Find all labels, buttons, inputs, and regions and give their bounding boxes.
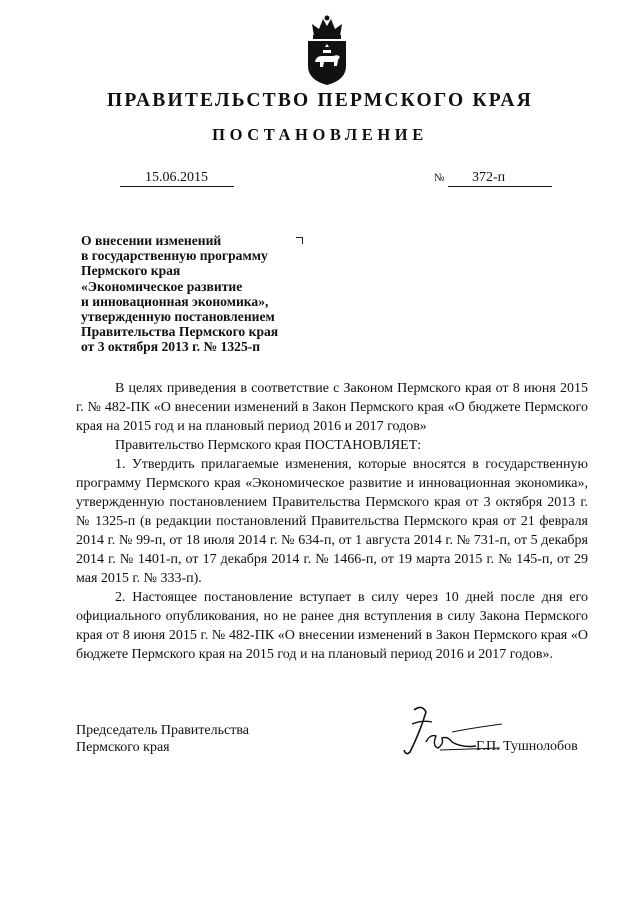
number-sign: № [434, 172, 445, 184]
subject-line: Правительства Пермского края [81, 324, 279, 340]
document-subject [81, 233, 321, 355]
signatory-name: Г.П. Тушнолобов [476, 739, 578, 754]
date-underline [120, 186, 234, 187]
body-paragraph: Правительство Пермского края ПОСТАНОВЛЯЕТ: [115, 438, 422, 453]
coat-of-arms-icon [302, 14, 352, 86]
document-type: ПОСТАНОВЛЕНИЕ [212, 125, 428, 144]
document-date: 15.06.2015 [145, 170, 208, 185]
document-number: 372-п [472, 170, 506, 185]
body-paragraph: В целях приведения в соответствие с Законом Пермского края от 8 июня 2015 г. № 482-ПК «О внесении изменений в Закон Пермского края «О бюджете Пермского края на 2015 год и на плановый период 2016 и 2017 годов» [76, 381, 588, 434]
subject-line: и инновационная экономика», [81, 293, 269, 309]
body-paragraph: 2. Настоящее постановление вступает в силу через 10 дней после дня его официального опубликования, но не ранее дня вступления в силу Закона Пермского края от 8 июня 2015 г. № 482-ПК «О внесении изменений в Закон Пермского края «О бюджете Пермского края на 2015 год и на плановый период 2016 и 2017 годов». [76, 590, 588, 662]
subject-line: «Экономическое развитие [81, 278, 243, 294]
subject-line: в государственную программу [81, 248, 268, 264]
subject-line: от 3 октября 2013 г. № 1325-п [81, 339, 261, 355]
position-line: Председатель Правительства [76, 723, 249, 738]
government-title: ПРАВИТЕЛЬСТВО ПЕРМСКОГО КРАЯ [107, 90, 533, 111]
signatory-position [76, 722, 249, 756]
position-line: Пермского края [76, 740, 170, 755]
body-paragraph: 1. Утвердить прилагаемые изменения, которые вносятся в государственную программу Пермского края «Экономическое развитие и инновационная экономика», утвержденную постановлением Правительства Пермского края от 3 октября 2013 г. № 1325-п (в редакции постановлений Правительства Пермского края от 21 февраля 2014 г. № 99-п, от 18 июля 2014 г. № 634-п, от 1 августа 2014 г. № 731-п, от 5 декабря 2014 г. № 1401-п, от 17 декабря 2014 г. № 1466-п, от 19 марта 2015 г. № 145-п, от 29 мая 2015 г. № 333-п). [76, 457, 588, 586]
number-underline [448, 186, 552, 187]
subject-line: Пермского края [81, 263, 181, 279]
document-body [76, 379, 588, 664]
corner-mark [296, 237, 303, 244]
subject-line: утвержденную постановлением [81, 309, 275, 325]
subject-line: О внесении изменений [81, 233, 222, 248]
